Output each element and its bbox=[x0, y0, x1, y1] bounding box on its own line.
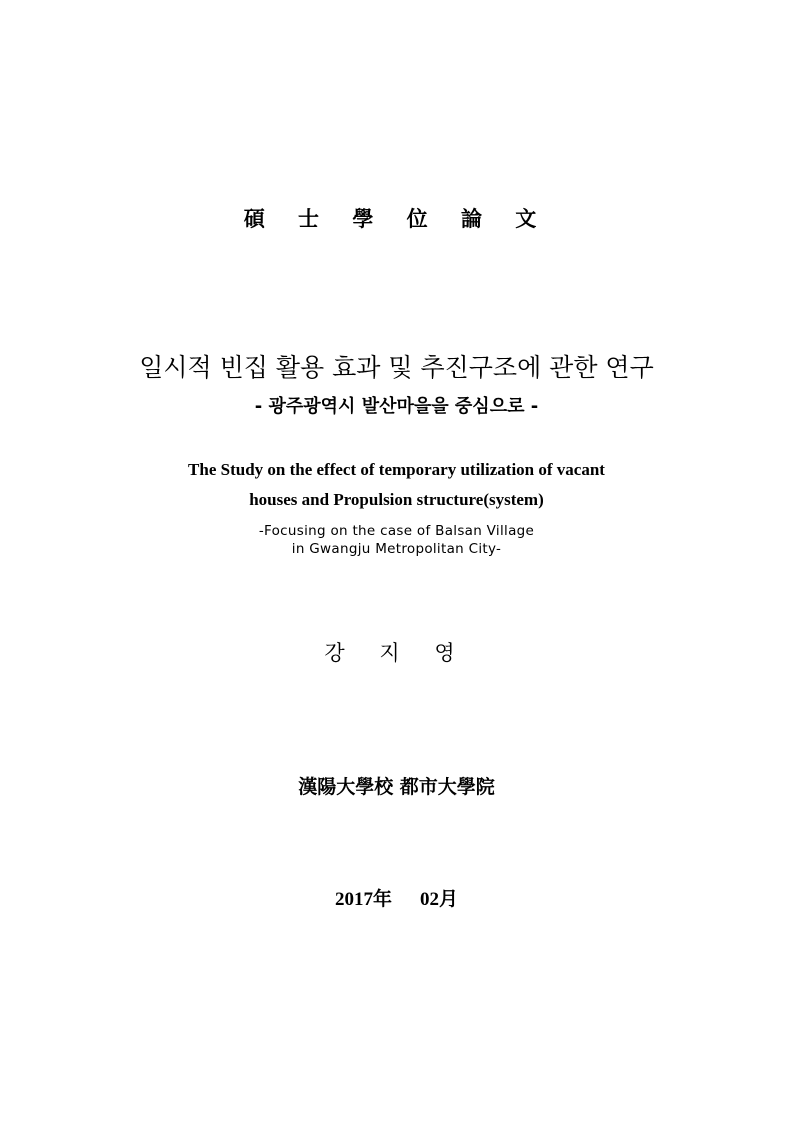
author-name: 강 지 영 bbox=[324, 641, 469, 665]
submission-date bbox=[0, 884, 793, 911]
date-year: 2017年 bbox=[334, 889, 392, 910]
english-subtitle-line-1: -Focusing on the case of Balsan Village bbox=[258, 523, 535, 539]
korean-title: 일시적 빈집 활용 효과 및 추진구조에 관한 연구 bbox=[139, 353, 654, 382]
degree-label: 碩 士 學 位 論 文 bbox=[243, 207, 550, 231]
date-month: 02月 bbox=[420, 889, 459, 910]
english-title-line-1: The Study on the effect of temporary utilization of vacant bbox=[188, 460, 605, 479]
korean-subtitle: - 광주광역시 발산마을을 중심으로 - bbox=[254, 396, 539, 417]
english-subtitle-line-2: in Gwangju Metropolitan City- bbox=[291, 541, 502, 557]
english-title-line-2: houses and Propulsion structure(system) bbox=[249, 490, 544, 509]
institution-name: 漢陽大學校 都市大學院 bbox=[298, 776, 495, 798]
